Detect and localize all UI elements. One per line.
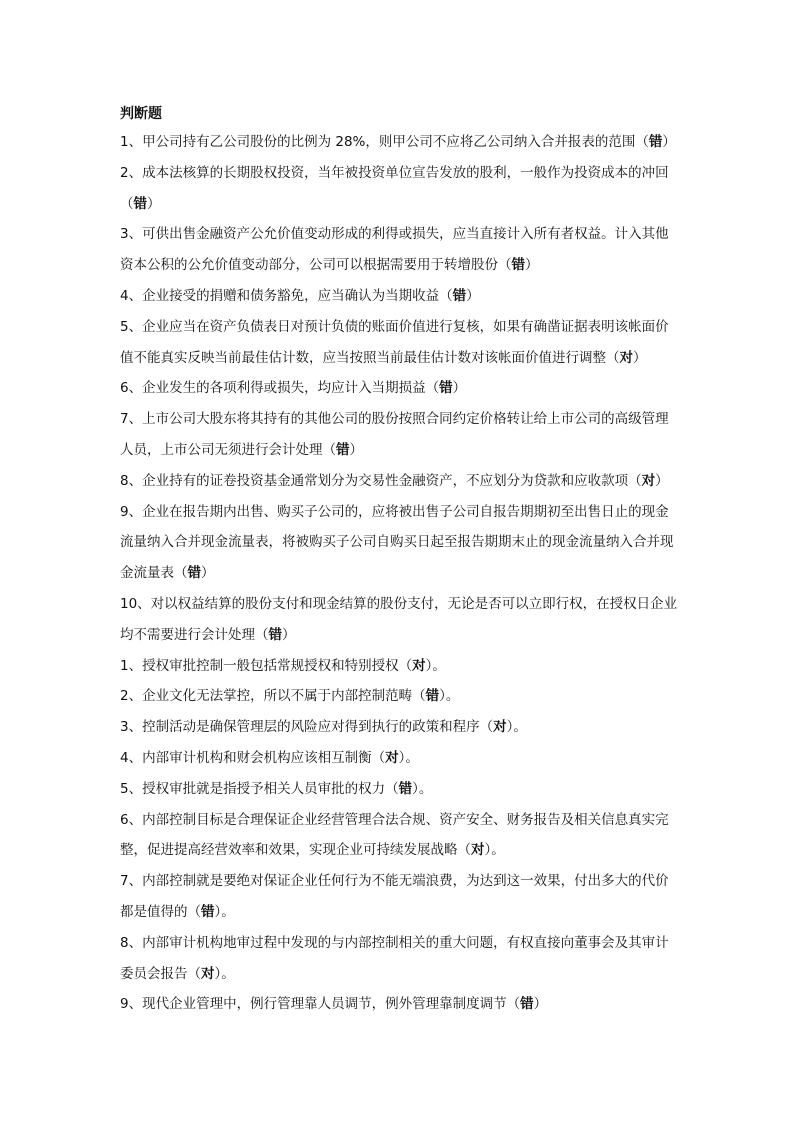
question-tail: ） bbox=[201, 565, 215, 582]
question-tail: ） bbox=[147, 195, 161, 212]
question-text: 9、现代企业管理中，例行管理靠人员调节，例外管理靠制度调节（ bbox=[120, 996, 521, 1013]
question-text: 7、内部控制就是要绝对保证企业任何行为不能无端浪费，为达到这一效果，付出多大的代价都是值得的（ bbox=[120, 873, 669, 920]
answer-mark: 错 bbox=[520, 996, 534, 1013]
answer-mark: 对 bbox=[471, 842, 485, 859]
question-text: 5、企业应当在资产负债表日对预计负债的账面价值进行复核，如果有确凿证据表明该帐面价值不能真实反映当前最佳估计数，应当按照当前最佳估计数对该帐面价值进行调整（ bbox=[120, 318, 669, 366]
answer-mark: 对 bbox=[412, 657, 426, 674]
answer-mark: 错 bbox=[201, 903, 215, 920]
question-item bbox=[120, 466, 680, 497]
question-text: 1、甲公司持有乙公司股份的比例为 28%，则甲公司不应将乙公司纳入合并报表的范围（ bbox=[120, 134, 649, 150]
question-text: 1、授权审批控制一般包括常规授权和特别授权（ bbox=[120, 657, 413, 674]
question-text: 5、授权审批就是指授予相关人员审批的权力（ bbox=[120, 780, 399, 797]
question-tail: ）。 bbox=[412, 780, 433, 797]
question-text: 3、可供出售金融资产公允价值变动形成的利得或损失，应当直接计入所有者权益。计入其他资本公积的公允价值变动部分，公司可以根据需要用于转增股份（ bbox=[120, 226, 669, 274]
question-item bbox=[120, 743, 680, 774]
answer-mark: 错 bbox=[511, 257, 525, 274]
answer-mark: 错 bbox=[268, 626, 282, 643]
question-text: 3、控制活动是确保管理层的风险应对得到执行的政策和程序（ bbox=[120, 719, 494, 736]
question-text: 8、内部审计机构地审过程中发现的与内部控制相关的重大问题，有权直接向董事会及其审计委员会报告（ bbox=[120, 934, 669, 982]
question-tail: ）。 bbox=[425, 657, 446, 674]
question-tail: ） bbox=[466, 287, 480, 304]
answer-mark: 对 bbox=[493, 719, 507, 736]
question-text: 10、对以权益结算的股份支付和现金结算的股份支付，无论是否可以立即行权，在授权日企业均不需要进行会计处理（ bbox=[120, 595, 678, 643]
answer-mark: 错 bbox=[439, 380, 453, 397]
question-text: 2、成本法核算的长期股权投资，当年被投资单位宣告发放的股利，一般作为投资成本的冲回（ bbox=[120, 164, 669, 212]
answer-mark: 错 bbox=[133, 195, 147, 212]
question-item bbox=[120, 805, 680, 867]
question-tail: ） bbox=[525, 257, 539, 274]
answer-mark: 对 bbox=[619, 349, 633, 366]
question-item bbox=[120, 373, 680, 404]
question-text: 6、内部控制目标是合理保证企业经营管理合法合规、资产安全、财务报告及相关信息真实完整，促进提高经营效率和效果，实现企业可持续发展战略（ bbox=[120, 811, 669, 859]
question-tail: ） bbox=[662, 134, 676, 150]
question-tail: ） bbox=[349, 441, 363, 458]
question-tail: ） bbox=[655, 472, 669, 489]
question-item bbox=[120, 651, 680, 682]
question-tail: ）。 bbox=[398, 749, 419, 766]
question-item bbox=[120, 127, 680, 158]
question-tail: ） bbox=[533, 996, 548, 1013]
question-text: 9、企业在报告期内出售、购买子公司的，应将被出售子公司自报告期期初至出售日止的现金流量纳入合并现金流量表，将被购买子公司自购买日起至报告期期末止的现金流量纳入合并现金流量表（ bbox=[120, 503, 674, 582]
question-text: 2、企业文化无法掌控，所以不属于内部控制范畴（ bbox=[120, 688, 426, 705]
question-tail: ） bbox=[452, 380, 467, 397]
question-item bbox=[120, 712, 680, 743]
question-item bbox=[120, 866, 680, 928]
question-item bbox=[120, 928, 680, 990]
document-body bbox=[120, 101, 680, 1020]
question-item bbox=[120, 404, 680, 466]
answer-mark: 错 bbox=[425, 688, 440, 705]
question-item bbox=[120, 219, 680, 281]
question-item bbox=[120, 158, 680, 220]
question-text: 4、企业接受的捐赠和债务豁免，应当确认为当期收益（ bbox=[120, 287, 453, 304]
question-item bbox=[120, 312, 680, 374]
question-item bbox=[120, 281, 680, 312]
question-tail: ）。 bbox=[484, 842, 505, 859]
question-tail: ）。 bbox=[214, 903, 235, 920]
question-text: 4、内部审计机构和财会机构应该相互制衡（ bbox=[120, 749, 386, 766]
question-tail: ）。 bbox=[506, 719, 527, 736]
question-item bbox=[120, 589, 680, 651]
question-item bbox=[120, 774, 680, 805]
question-text: 6、企业发生的各项利得或损失，均应计入当期损益（ bbox=[120, 380, 440, 397]
question-tail: ） bbox=[633, 349, 647, 366]
question-text: 8、企业持有的证卷投资基金通常划分为交易性金融资产，不应划分为贷款和应收款项（ bbox=[120, 472, 642, 489]
question-tail: ）。 bbox=[214, 965, 235, 982]
question-tail: ）。 bbox=[439, 688, 460, 705]
answer-mark: 错 bbox=[187, 565, 201, 582]
question-text: 7、上市公司大股东将其持有的其他公司的股份按照合同约定价格转让给上市公司的高级管理人员，上市公司无须进行会计处理（ bbox=[120, 411, 669, 458]
section-title: 判断题 bbox=[120, 106, 162, 122]
answer-mark: 对 bbox=[201, 965, 215, 982]
answer-mark: 错 bbox=[648, 134, 663, 150]
question-item bbox=[120, 681, 680, 712]
answer-mark: 对 bbox=[385, 749, 399, 766]
question-tail: ） bbox=[282, 626, 296, 643]
answer-mark: 错 bbox=[336, 441, 350, 458]
question-item bbox=[120, 989, 680, 1020]
answer-mark: 错 bbox=[452, 287, 467, 304]
answer-mark: 对 bbox=[641, 472, 656, 489]
question-item bbox=[120, 497, 680, 589]
answer-mark: 错 bbox=[398, 780, 413, 797]
